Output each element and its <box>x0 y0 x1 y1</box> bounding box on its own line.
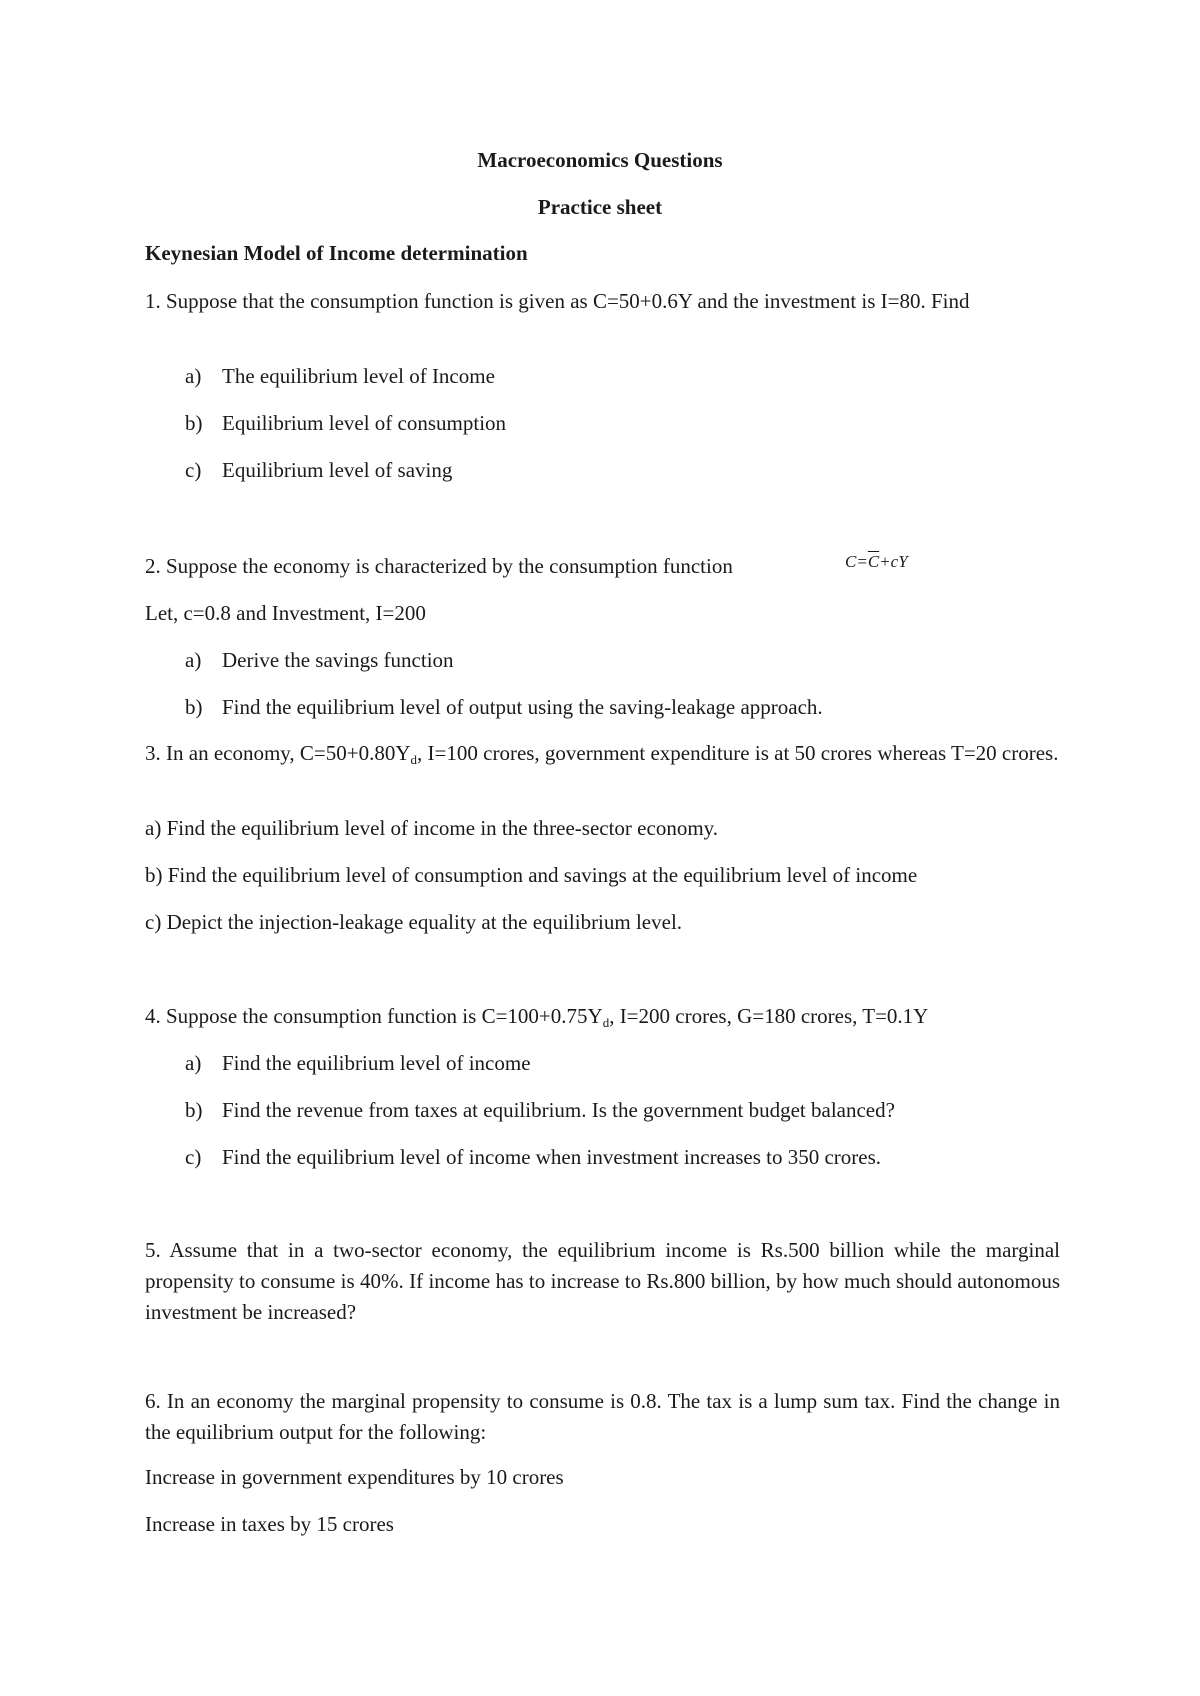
item-text: Find the equilibrium level of output using the saving-leakage approach. <box>222 695 823 719</box>
item-text: Equilibrium level of consumption <box>222 411 507 435</box>
item-text: Find the revenue from taxes at equilibrium. Is the government budget balanced? <box>222 1098 895 1122</box>
item-label: b) <box>185 411 203 435</box>
consumption-formula <box>845 552 908 572</box>
item-text: Find the equilibrium level of income when investment increases to 350 crores. <box>222 1145 881 1169</box>
item-text: Derive the savings function <box>222 648 454 672</box>
question-3-item-b: b) Find the equilibrium level of consumption and savings at the equilibrium level of income <box>145 863 918 887</box>
section-heading: Keynesian Model of Income determination <box>145 241 528 265</box>
q3-subscript: d <box>410 752 418 767</box>
question-3-item-c: c) Depict the injection-leakage equality at the equilibrium level. <box>145 910 683 934</box>
item-text: Equilibrium level of saving <box>222 458 453 482</box>
item-label: a) <box>185 364 202 388</box>
item-text: Find the equilibrium level of income <box>222 1051 531 1075</box>
question-3-text <box>145 738 1060 769</box>
item-label: c) <box>185 1145 202 1169</box>
formula-c-bar: $\overline{C}$ <box>867 552 880 571</box>
item-label: c) <box>185 458 202 482</box>
item-text: The equilibrium level of Income <box>222 364 495 388</box>
item-label: b) <box>185 695 203 719</box>
q4-subscript: d <box>602 1015 610 1030</box>
question-3-item-a: a) Find the equilibrium level of income in the three-sector economy. <box>145 816 719 840</box>
question-6-line-1: Increase in government expenditures by 10 crores <box>145 1465 564 1489</box>
formula-equals: = <box>856 552 868 571</box>
q3-text-end: , I=100 crores, government expenditure is at 50 crores whereas T=20 crores. <box>417 741 1059 765</box>
question-6-text: 6. In an economy the marginal propensity to consume is 0.8. The tax is a lump sum tax. Find the change in the equilibrium output for the following: <box>145 1389 1060 1444</box>
item-label: a) <box>185 648 202 672</box>
page-subtitle: Practice sheet <box>537 195 663 219</box>
formula-c: C <box>845 552 857 571</box>
question-2-text: 2. Suppose the economy is characterized by the consumption function <box>145 554 733 578</box>
question-1-text: 1. Suppose that the consumption function is given as C=50+0.6Y and the investment is I=80. Find <box>145 289 970 313</box>
q4-text-start: 4. Suppose the consumption function is C=100+0.75Y <box>145 1004 603 1028</box>
item-label: a) <box>185 1051 202 1075</box>
item-label: b) <box>185 1098 203 1122</box>
question-4-text <box>145 1004 1060 1028</box>
question-6-line-2: Increase in taxes by 15 crores <box>145 1512 394 1536</box>
question-2-given: Let, c=0.8 and Investment, I=200 <box>145 601 426 625</box>
question-5-text: 5. Assume that in a two-sector economy, the equilibrium income is Rs.500 billion while the marginal propensity to consume is 40%. If income has to increase to Rs.800 billion, by how much should autonomous investment be increased? <box>145 1238 1060 1324</box>
q4-text-end: , I=200 crores, G=180 crores, T=0.1Y <box>609 1004 929 1028</box>
formula-rest: +cY <box>879 552 908 571</box>
q3-text-start: 3. In an economy, C=50+0.80Y <box>145 741 411 765</box>
page-title: Macroeconomics Questions <box>477 148 723 172</box>
